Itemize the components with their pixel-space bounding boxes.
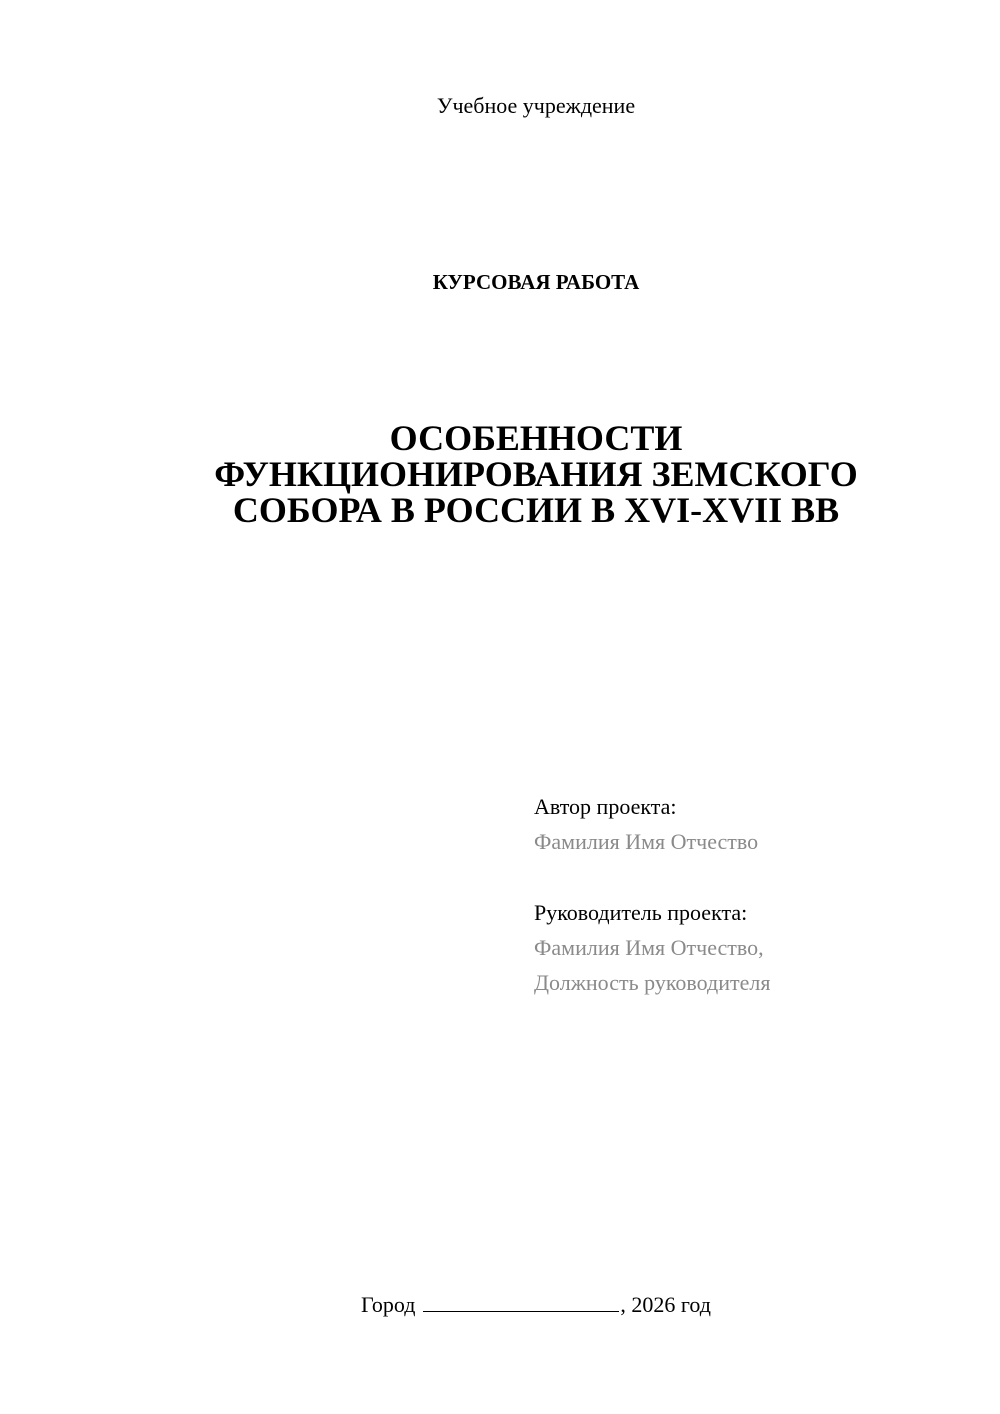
supervisor-position: Должность руководителя bbox=[534, 970, 771, 995]
institution-name: Учебное учреждение bbox=[436, 93, 636, 118]
author-name: Фамилия Имя Отчество bbox=[534, 829, 759, 854]
footer-city-year bbox=[0, 1290, 1000, 1320]
city-label: Город bbox=[361, 1292, 416, 1317]
credits-block bbox=[534, 789, 974, 1000]
year-text: , 2026 год bbox=[620, 1292, 711, 1317]
title-line-2: ФУНКЦИОНИРОВАНИЯ ЗЕМСКОГО bbox=[214, 454, 858, 494]
work-type-heading: КУРСОВАЯ РАБОТА bbox=[432, 270, 640, 294]
supervisor-label: Руководитель проекта: bbox=[534, 900, 748, 925]
author-label: Автор проекта: bbox=[534, 794, 677, 819]
title-line-1: ОСОБЕННОСТИ bbox=[389, 418, 683, 458]
city-blank-line bbox=[423, 1291, 619, 1312]
supervisor-name: Фамилия Имя Отчество, bbox=[534, 935, 764, 960]
document-title bbox=[0, 420, 1000, 528]
title-line-3: СОБОРА В РОССИИ В XVI-XVII ВВ bbox=[232, 490, 840, 530]
